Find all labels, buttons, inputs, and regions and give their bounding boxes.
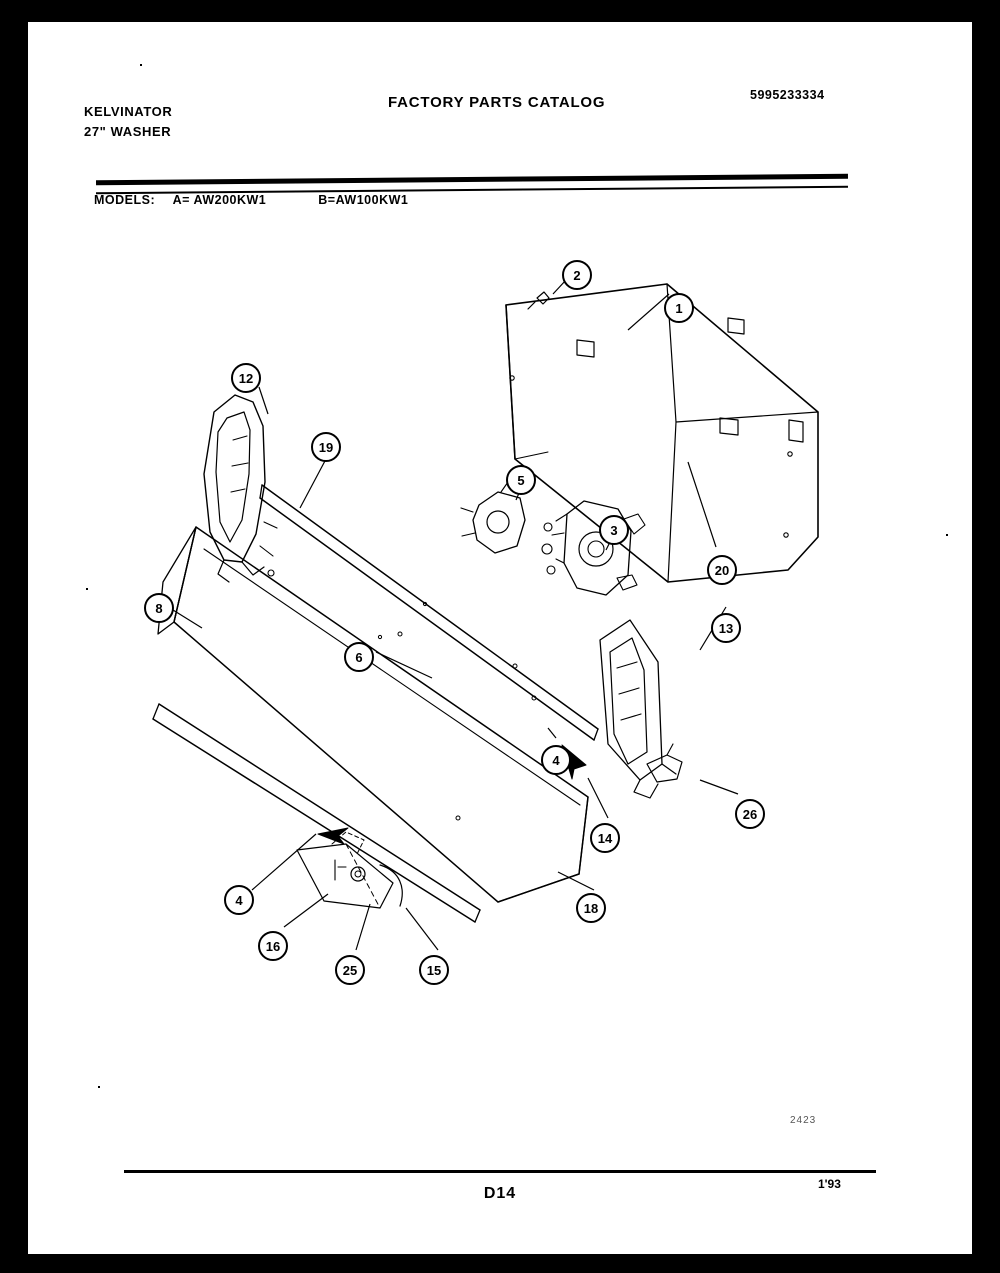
- callout-25: 25: [335, 955, 365, 985]
- print-speck: [98, 1086, 100, 1088]
- models-label: MODELS:: [94, 193, 156, 207]
- catalog-number: 5995233334: [750, 88, 825, 102]
- callout-16: 16: [258, 931, 288, 961]
- plate-code: 2423: [790, 1115, 817, 1126]
- callout-4: 4: [541, 745, 571, 775]
- product-type: 27" WASHER: [84, 123, 172, 139]
- callout-15: 15: [419, 955, 449, 985]
- callout-6: 6: [344, 642, 374, 672]
- callout-12: 12: [231, 363, 261, 393]
- callout-5: 5: [506, 465, 536, 495]
- callout-3: 3: [599, 515, 629, 545]
- print-speck: [86, 588, 88, 590]
- footer-divider: [124, 1170, 876, 1173]
- callout-14: 14: [590, 823, 620, 853]
- callout-18: 18: [576, 893, 606, 923]
- callout-13: 13: [711, 613, 741, 643]
- revision-date: 1'93: [818, 1177, 841, 1191]
- callout-4-lower: 4: [224, 885, 254, 915]
- callout-1: 1: [664, 293, 694, 323]
- catalog-title: FACTORY PARTS CATALOG: [388, 94, 606, 111]
- callout-19: 19: [311, 432, 341, 462]
- callout-8: 8: [144, 593, 174, 623]
- header-divider-thick: [96, 174, 848, 186]
- brand-block: [84, 102, 172, 141]
- model-a: A= AW200KW1: [172, 193, 267, 207]
- models-row: [94, 193, 408, 207]
- callout-26: 26: [735, 799, 765, 829]
- brand-name: KELVINATOR: [84, 104, 173, 119]
- callout-2: 2: [562, 260, 592, 290]
- callout-20: 20: [707, 555, 737, 585]
- print-speck: [946, 534, 948, 536]
- page-number: D14: [483, 1185, 517, 1202]
- print-speck: [140, 64, 142, 66]
- catalog-page-sheet: [28, 22, 972, 1254]
- model-b: B=AW100KW1: [318, 193, 409, 207]
